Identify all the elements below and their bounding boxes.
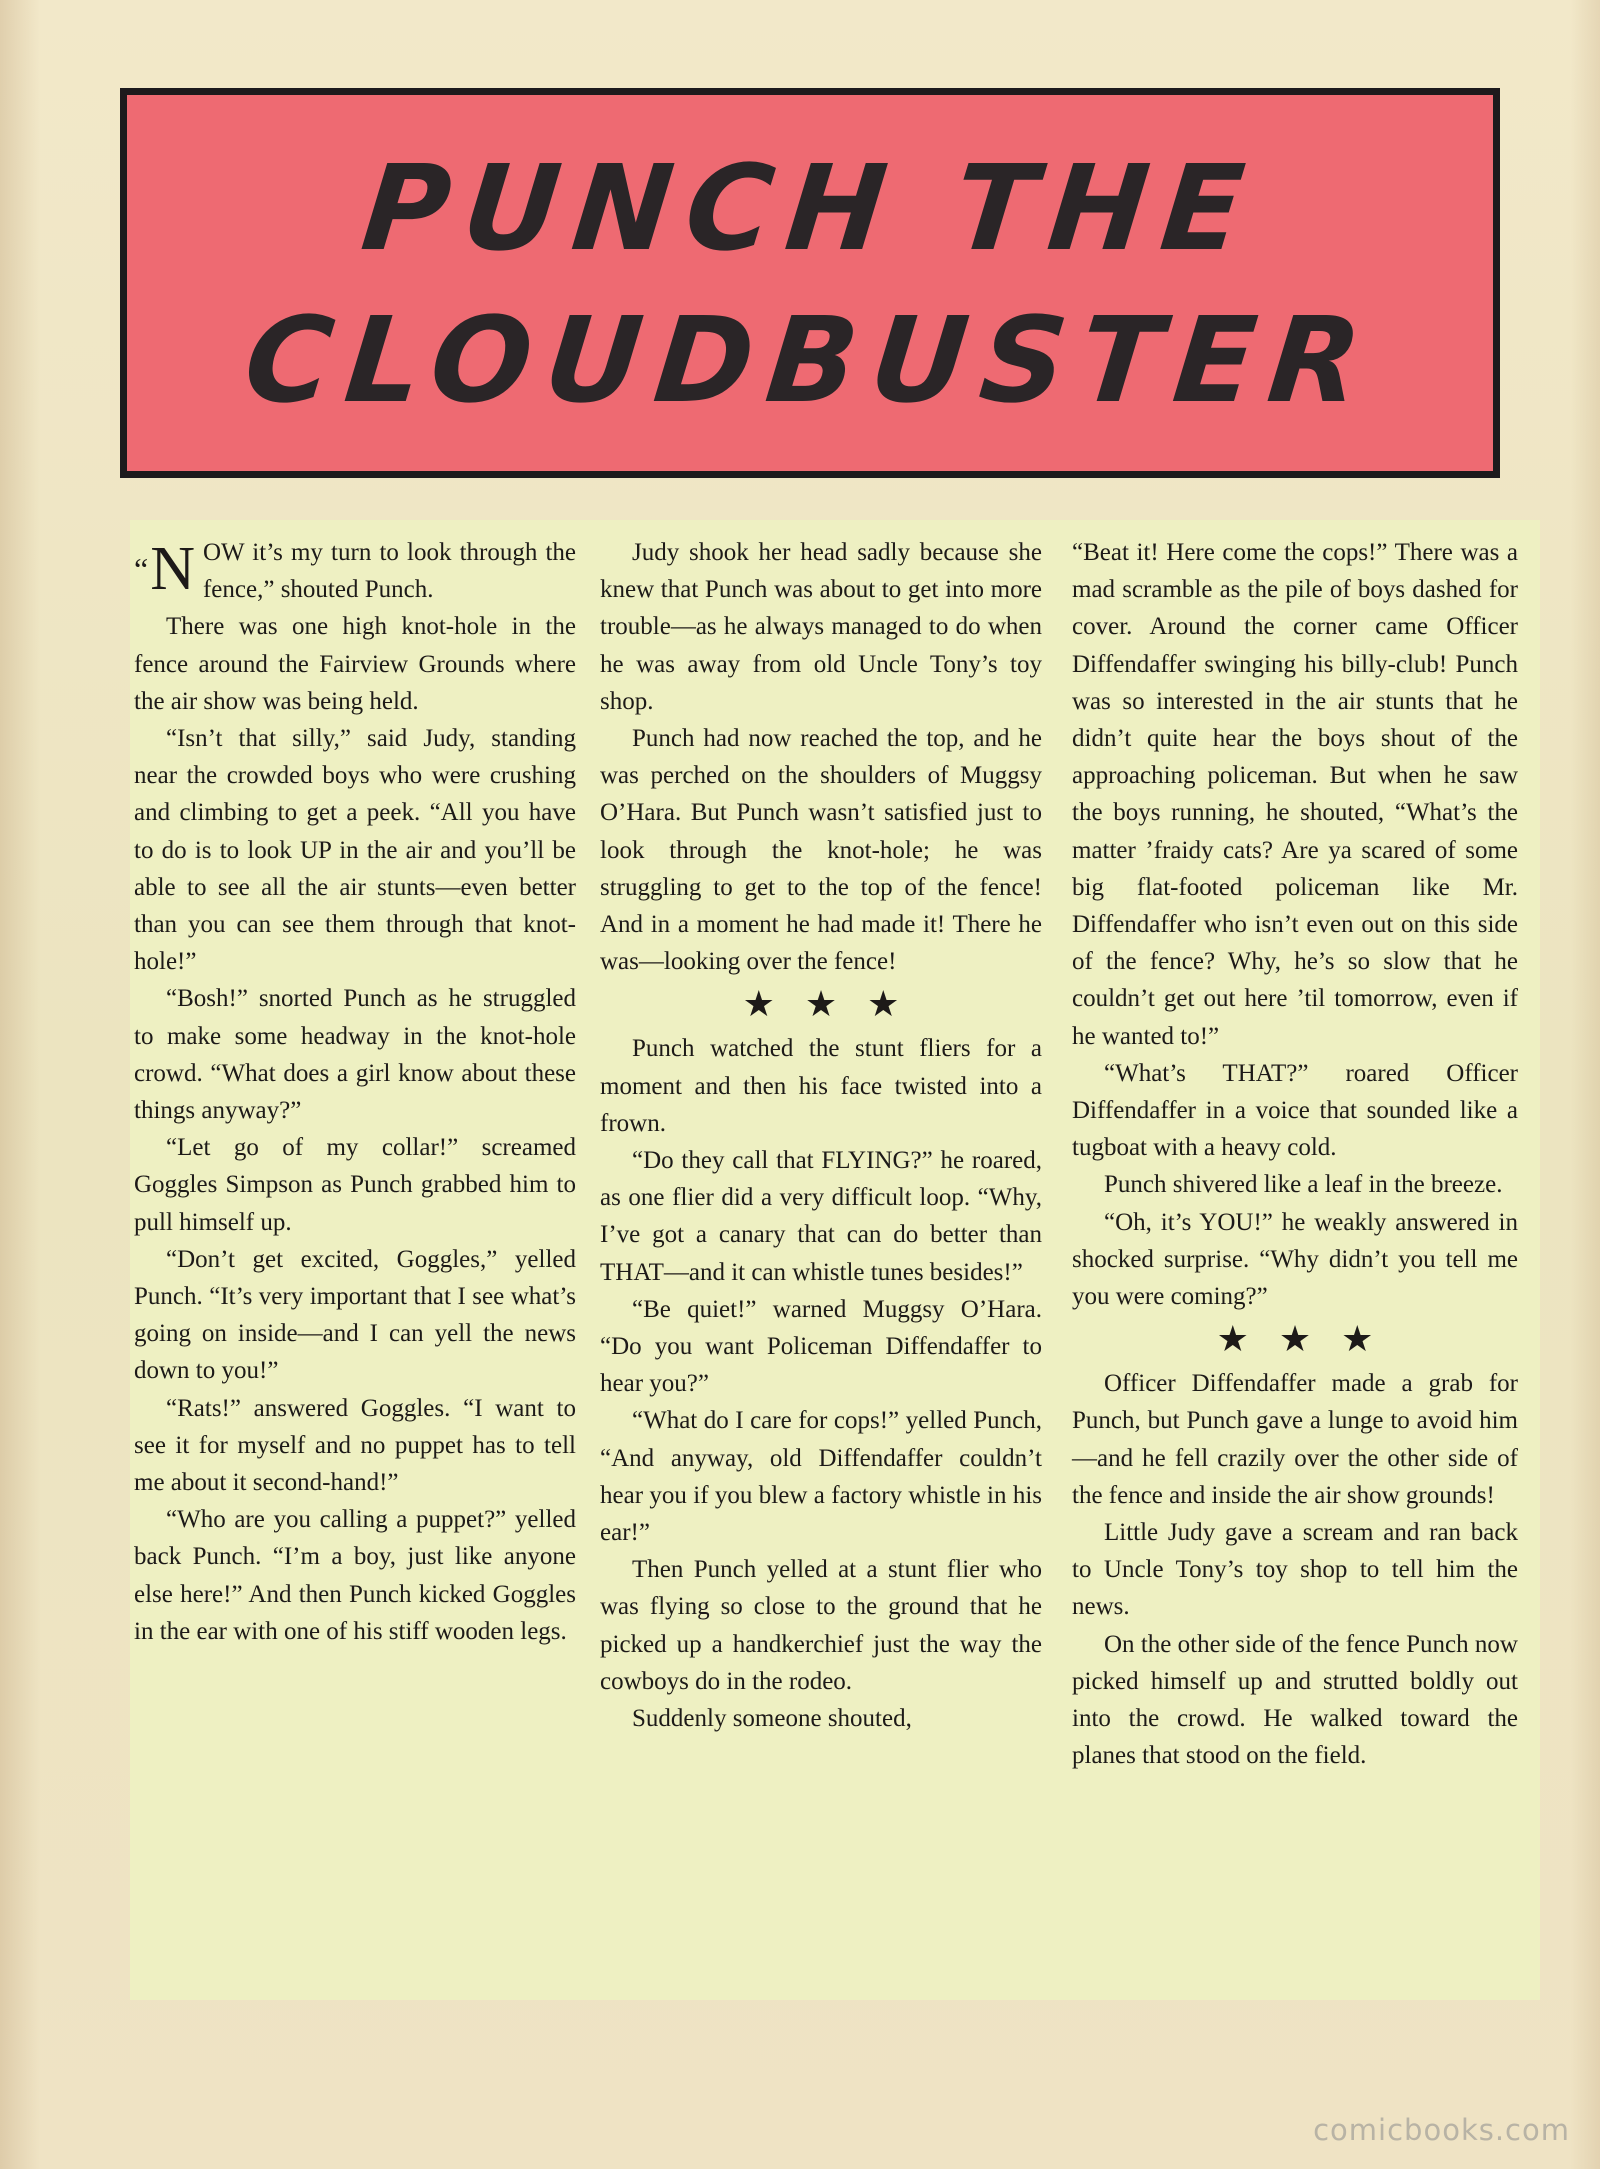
paragraph: Suddenly someone shouted, [632,1705,912,1733]
page-edge-shadow-right [1570,0,1600,2169]
paragraph: Then Punch yelled at a stunt flier who was flying so close to the ground that he picked up a handkerchief just the way the cowboys do in the rodeo. [600,1556,1042,1695]
story-column-3 [1072,534,1518,1775]
paragraph: Punch had now reached the top, and he was perched on the shoulders of Muggsy O’Hara. But Punch wasn’t satisfied just to look through the knot-hole; he was struggling to get to the top of the fence! And in a moment he had made it! There he was—looking over the fence! [600,725,1042,976]
drop-cap [134,535,195,603]
paragraph: “Let go of my collar!” screamed Goggles Simpson as Punch grabbed him to pull himself up. [134,1134,576,1236]
page-edge-shadow [0,0,40,2169]
paragraph: Punch watched the stunt fliers for a moment and then his face twisted into a frown. [600,1035,1042,1137]
paragraph: On the other side of the fence Punch now picked himself up and strutted boldly out into the crowd. He walked toward the planes that stood on the field. [1072,1630,1518,1770]
story-column-1 [134,534,576,1650]
section-break-stars: ★★★ [742,984,930,1025]
paragraph: “Don’t get excited, Goggles,” yelled Punch. “It’s very important that I see what’s going on inside—and I can yell the news down to you!” [134,1245,576,1385]
paragraph-text: OW it’s my turn to look through the fence,” shouted Punch. [202,539,576,604]
paragraph: “Who are you calling a puppet?” yelled back Punch. “I’m a boy, just like anyone else here!” And then Punch kicked Goggles in the ear with one of his stiff wooden legs. [134,1506,576,1645]
paragraph: “Oh, it’s YOU!” he weakly answered in shocked surprise. “Why didn’t you tell me you were coming?” [1072,1208,1518,1311]
paragraph: “Isn’t that silly,” said Judy, standing near the crowded boys who were crushing and climbing to get a peek. “All you have to do is to look UP in the air and you’ll be able to see all the air stunts—even better than you can see them through that knot-hole!” [134,725,576,976]
paragraph: Judy shook her head sadly because she knew that Punch was about to get into more trouble—as he always managed to do when he was away from old Uncle Tony’s toy shop. [600,539,1042,715]
opening-quote: “ [134,551,149,587]
paragraph: “What’s THAT?” roared Officer Diffendaffer in a voice that sounded like a tugboat with a heavy cold. [1072,1059,1518,1162]
paragraph [134,534,576,608]
title-line-1: PUNCH THE [356,139,1264,277]
drop-cap-letter: N [150,535,195,603]
paragraph: Officer Diffendaffer made a grab for Punch, but Punch gave a lunge to avoid him—and he fell crazily over the other side of the fence and inside the air show grounds! [1072,1370,1518,1509]
paragraph: “What do I care for cops!” yelled Punch, “And anyway, old Diffendaffer couldn’t hear you if you blew a factory whistle in his ear!” [600,1407,1042,1547]
paragraph: “Beat it! Here come the cops!” There was a mad scramble as the pile of boys dashed for cover. Around the corner came Officer Diffendaffer swinging his billy-club! Punch was so interested in the air stunts that he didn’t quite hear the boys shout of the approaching policeman. But when he saw the boys running, he shouted, “What’s the matter ’fraidy cats? Are ya scared of some big flat-footed policeman like Mr. Diffendaffer who isn’t even out on this side of the fence? Why, he’s so slow that he couldn’t get out here ’til tomorrow, even if he wanted to!” [1072,539,1518,1050]
paragraph: “Bosh!” snorted Punch as he struggled to make some headway in the knot-hole crowd. “What does a girl know about these things anyway?” [134,985,576,1125]
site-watermark: comicbooks.com [1313,2113,1570,2147]
paragraph: Punch shivered like a leaf in the breeze. [1104,1171,1503,1199]
paragraph: There was one high knot-hole in the fence around the Fairview Grounds where the air show was being held. [134,613,576,715]
story-text-panel [130,520,1540,2000]
paragraph: “Be quiet!” warned Muggsy O’Hara. “Do you want Policeman Diffendaffer to hear you?” [600,1295,1042,1398]
paragraph: “Rats!” answered Goggles. “I want to see it for myself and no puppet has to tell me about it second-hand!” [134,1394,576,1497]
story-column-2 [600,534,1042,1737]
paragraph: Little Judy gave a scream and ran back to Uncle Tony’s toy shop to tell him the news. [1072,1519,1518,1621]
paragraph: “Do they call that FLYING?” he roared, as one flier did a very difficult loop. “Why, I’ve got a canary that can do better than THAT—and it can whistle tunes besides!” [600,1147,1042,1286]
title-banner [120,88,1500,478]
section-break-stars: ★★★ [1216,1319,1404,1360]
title-line-2: CLOUDBUSTER [238,291,1382,429]
